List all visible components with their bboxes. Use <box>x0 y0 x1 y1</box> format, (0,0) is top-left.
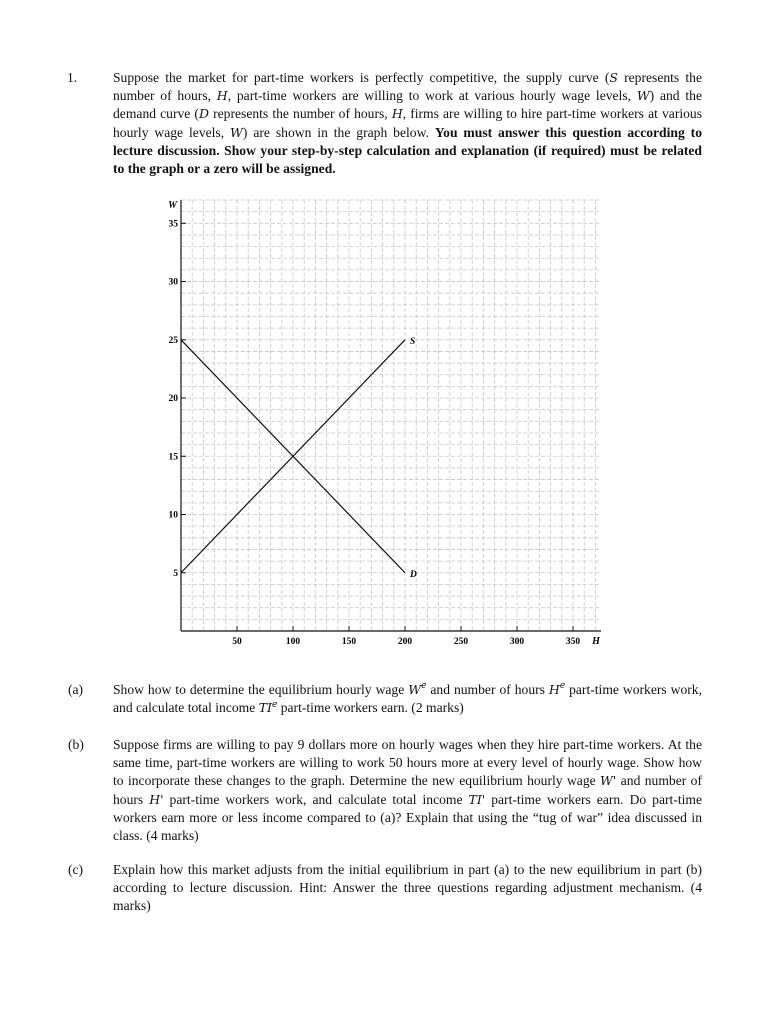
chart-grid <box>181 200 601 631</box>
part-c-text: Explain how this market adjusts from the initial equilibrium in part (a) to the new equilibrium in part (b) according to lecture discussion. Hint: Answer the three questions regarding adjustment mechanism. (4 marks) <box>113 862 702 914</box>
x-tick-label: 150 <box>341 637 357 647</box>
intro-text-5: represents the number of hours, <box>209 106 392 122</box>
y-tick-label: 5 <box>173 568 178 579</box>
part-b-seg-4: part-time workers earn. Do part-time workers earn more or less income compared to (a)? Explain that using the “tug of war” idea discussed in class. (4 marks) <box>113 791 702 844</box>
math-H-e-sup: e <box>559 681 566 692</box>
math-W-e-sup: e <box>421 681 427 692</box>
math-W-prime: W' <box>600 773 617 789</box>
intro-text-7: ) are shown in the graph below. <box>242 124 435 140</box>
math-S: S <box>609 70 618 85</box>
y-tick-label: 20 <box>168 394 178 405</box>
part-a-seg-3: part-time workers work, and calculate total income <box>113 682 702 716</box>
x-tick-label: 200 <box>397 637 413 647</box>
math-H: H <box>216 88 228 104</box>
intro-text-3: , part-time workers are willing to work at various hourly wage levels, <box>227 88 637 104</box>
math-H-prime: H' <box>149 791 164 807</box>
bold-instruction: You must answer this question according to lecture discussion. Show your step-by-step calculation and explanation (if required) must be related to the graph or a zero will be assigned. <box>113 124 702 177</box>
supply-demand-chart <box>150 190 610 660</box>
y-tick-label: 10 <box>168 510 178 521</box>
part-a-seg-1: Show how to determine the equilibrium hourly wage <box>113 682 409 697</box>
math-W: W <box>636 88 650 104</box>
part-b-label: (b) <box>68 737 84 752</box>
y-tick-label: 35 <box>168 219 178 230</box>
chart-labels <box>168 200 601 647</box>
math-W-e: W <box>408 682 422 697</box>
series-label-s: S <box>410 336 416 347</box>
y-axis-label: W <box>168 200 177 211</box>
math-TI-prime: TI' <box>468 791 486 807</box>
intro-text-2: represents the number of hours, <box>113 70 702 104</box>
x-tick-label: 100 <box>285 637 301 647</box>
part-b-seg-2: and number of hours <box>113 773 702 807</box>
part-a-text <box>113 681 702 717</box>
x-tick-label: 350 <box>565 637 581 647</box>
part-a-seg-2: and number of hours <box>426 682 549 697</box>
part-b-seg-1: Suppose firms are willing to pay 9 dollars more on hourly wages when they hire part-time workers. At the same time, part-time workers are willing to work 50 hours more at every level of hourly wage. Show how to incorporate these changes to the graph. Determine the new equilibrium hourly wage <box>113 737 702 789</box>
part-b-text <box>113 736 702 845</box>
part-a-label: (a) <box>68 682 84 697</box>
math-TI-e: TI <box>258 700 272 716</box>
math-W-2: W <box>230 124 243 140</box>
question-number: 1. <box>67 70 78 85</box>
x-tick-label: 250 <box>453 637 469 647</box>
x-tick-label: 50 <box>232 637 242 647</box>
part-c-label: (c) <box>68 862 84 877</box>
y-tick-label: 15 <box>168 452 178 463</box>
intro-text-4: ) and the demand curve ( <box>113 88 702 122</box>
x-axis-label: H <box>592 636 600 647</box>
intro-text-1: Suppose the market for part-time workers is perfectly competitive, the supply curve ( <box>113 70 610 85</box>
series-label-d: D <box>410 569 417 580</box>
part-b-seg-3: part-time workers work, and calculate total income <box>163 791 469 807</box>
question-intro <box>113 69 702 178</box>
y-tick-label: 30 <box>168 277 178 288</box>
y-tick-label: 25 <box>168 335 178 346</box>
x-tick-label: 300 <box>509 637 525 647</box>
math-H-2: H <box>391 106 403 122</box>
math-H-e: H <box>548 682 560 697</box>
math-TI-e-sup: e <box>271 699 278 710</box>
chart-axes <box>181 200 601 631</box>
math-D: D <box>198 106 209 122</box>
part-a-seg-4: part-time workers earn. (2 marks) <box>277 700 464 716</box>
intro-text-6: , firms are willing to hire part-time workers at various hourly wage levels, <box>113 106 703 140</box>
